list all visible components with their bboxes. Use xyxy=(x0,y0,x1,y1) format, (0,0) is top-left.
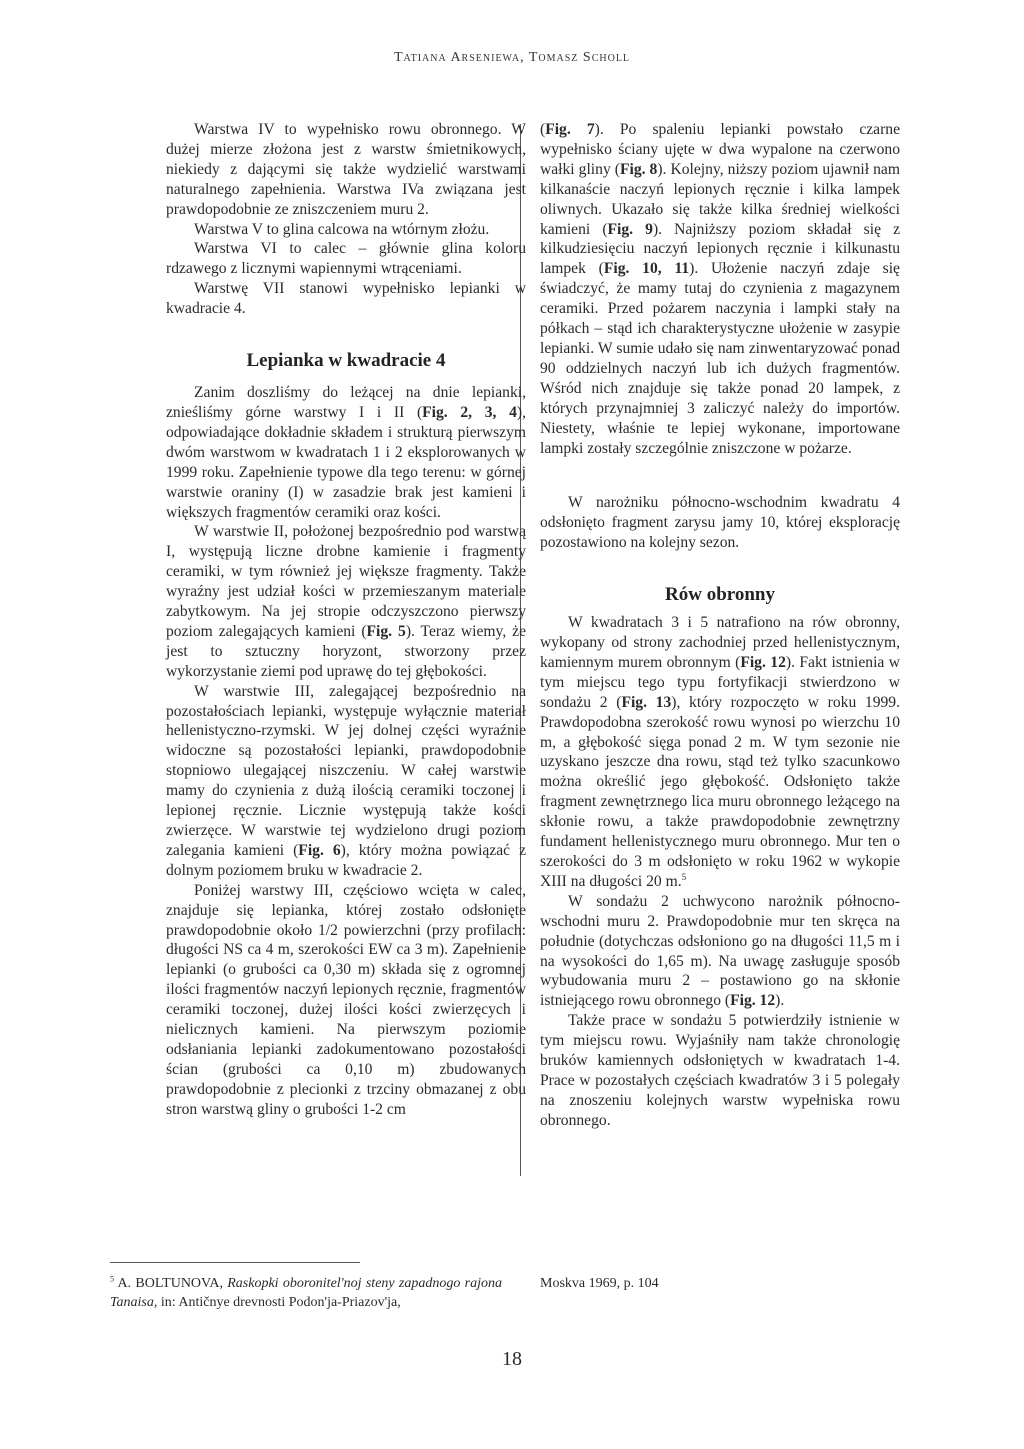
text: ). Fakt istnienia w tym miejscu tego typu fortyfikacji stwierdzono w sondażu 2 ( xyxy=(540,653,901,711)
figure-ref: Fig. 10, 11 xyxy=(603,260,690,278)
text: ). Kolejny, niższy poziom ujawnił nam kilkanaście naczyń lepionych ręcznie i kilka lampek oliwnych. Ukazało się także kilka średniej wielkości kamieni ( xyxy=(540,160,900,238)
text: ( xyxy=(540,121,546,138)
paragraph xyxy=(166,383,526,522)
text: ), odpowiadające dokładnie składem i strukturą pierwszym dwóm warstwom w kwadratach 1 i 2 eksplorowanych w 1999 roku. Zapełnienie typowe dla tego terenu: w górnej warstwie oraniny (I) w zasadzie brak jest kamieni i większych fragmentów ceramiki oraz kości. xyxy=(166,403,526,521)
text: ), który można powiązać z dolnym poziomem bruku w kwadracie 2. xyxy=(166,841,527,879)
figure-ref: Fig. 9 xyxy=(607,220,653,238)
paragraph: Warstwa IV to wypełnisko rowu obronnego. W dużej mierze złożona jest z warstw śmietnikowych, niekiedy z dającymi się także wydzielić warstwami naturalnego zapełnienia. Warstwa IVa związana jest prawdopodobnie ze zniszczeniem muru 2. xyxy=(166,121,526,218)
footnote-marker[interactable]: 5 xyxy=(681,871,687,882)
text: ). Teraz wiemy, że jest to sztuczny horyzont, stworzony przez wykorzystanie ziemi pod uprawę do tej głębokości. xyxy=(166,622,526,680)
figure-ref: Fig. 5 xyxy=(366,622,406,640)
footnote-continuation: Moskva 1969, p. 104 xyxy=(540,1276,659,1291)
figure-ref: Fig. 13 xyxy=(621,693,672,711)
figure-ref: Fig. 8 xyxy=(619,160,658,178)
paragraph: Warstwę VII stanowi wypełnisko lepianki w kwadracie 4. xyxy=(166,280,526,318)
section-heading: Lepianka w kwadracie 4 xyxy=(246,350,446,372)
footnote xyxy=(110,1274,502,1312)
text: W warstwie II, położonej bezpośrednio pod warstwą I, występują liczne drobne kamienie i fragmenty ceramiki, w tym również jej większe fragmenty. Także wyraźny jest udział kości w przemieszanym materiale zabytkowym. Na jej stropie odczyszczono pierwszy poziom zalegających kamieni ( xyxy=(166,523,526,640)
figure-ref: Fig. 2, 3, 4 xyxy=(422,403,517,421)
paragraph: Warstwa V to glina calcowa na wtórnym złożu. xyxy=(194,220,490,238)
paragraph xyxy=(540,892,900,1011)
right-column xyxy=(540,120,900,1131)
paragraph: Warstwa VI to calec – głównie glina koloru rdzawego z licznymi wapiennymi wtrąceniami. xyxy=(166,240,526,278)
figure-ref: Fig. 7 xyxy=(545,121,595,138)
text: ). Ułożenie naczyń zdaje się świadczyć, że mamy tutaj do czynienia z magazynem ceramiki. Przed pożarem naczynia i lampki stały na półkach – stąd ich charakterystyczne ułożenie w zasypie lepianki. W sumie udało się nam zinwentaryzować ponad 90 oddzielnych naczyń lub ich dużych fragmentów. Wśród nich znajduje się także ponad 20 lampek, z których przynajmniej 3 zaliczyć należy do importów. Niestety, właśnie te lepiej wykonane, importowane lampki zostały szczególnie zniszczone w pożarze. xyxy=(540,260,900,457)
paragraph xyxy=(540,120,900,458)
figure-ref: Fig. 12 xyxy=(730,992,776,1010)
spacer xyxy=(540,458,900,493)
text: W kwadratach 3 i 5 natrafiono na rów obronny, wykopany od strony zachodniej przed hellenistycznym, kamiennym murem obronnym ( xyxy=(540,614,900,671)
page-number: 18 xyxy=(502,1348,522,1370)
text: W warstwie III, zalegającej bezpośrednio na pozostałościach lepianki, występuje wyłącznie materiał hellenistyczno-rzymski. W jej dolnej części wyraźnie widoczne są pozostałości lepianki, prawdopodobnie stopniowo ulegającej niszczeniu. W całej warstwie mamy do czynienia z dużą ilością ceramiki toczonej i lepionej ręcznie. Licznie występują także kości zwierzęce. W warstwie tej wydzielono drugi poziom zalegania kamieni ( xyxy=(166,682,526,859)
section-heading: Rów obronny xyxy=(665,584,775,606)
footnote-number: 5 xyxy=(110,1274,114,1284)
figure-ref: Fig. 6 xyxy=(298,841,341,859)
footnote-title: Raskopki oboronitel'noj steny zapadnogo rajona Tanaisa, xyxy=(110,1276,502,1310)
text: ). Najniższy poziom składał się z kilkudziesięciu naczyń lepionych ręcznie i kilkunastu lampek ( xyxy=(540,220,901,278)
text: W sondażu 2 uchwycono narożnik północno-wschodni muru 2. Prawdopodobnie mur ten skręca na południe (dotychczas odsłoniono go na długości 11,5 m i na wysokości do 1,65 m). Na uwagę zasługuje sposób wybudowania muru 2 – postawiono go na skłonie istniejącego rowu obronnego ( xyxy=(540,892,900,1010)
footnote-rule xyxy=(110,1262,360,1263)
footnote-source: in: Antičnye drevnosti Podon'ja-Priazov'ja, xyxy=(160,1295,401,1310)
paragraph: W narożniku północno-wschodnim kwadratu 4 odsłonięto fragment zarysu jamy 10, której eksplorację pozostawiono na kolejny sezon. xyxy=(540,494,900,552)
text: ), który rozpoczęto w roku 1999. Prawdopodobna szerokość rowu wynosi po wierzchu 10 m, a głębokość sięga ponad 2 m. W tym sezonie nie uzyskano jeszcze dna rowu, stąd też tylko szacunkowo można określić jego głębokość. Odsłonięto także fragment zewnętrznego lica muru obronnego leżącego na skłonie rowu, a także prawdopodobnie zewnętrzny fundament hellenistycznego muru obronnego. Mur ten o szerokości do 3 m odsłonięto w roku 1962 w wykopie XIII na długości 20 m. xyxy=(540,693,901,890)
text: Zanim doszliśmy do leżącej na dnie lepianki, znieśliśmy górne warstwy I i II ( xyxy=(166,384,526,421)
running-head: Tatiana Arseniewa, Tomasz Scholl xyxy=(393,50,631,65)
paragraph xyxy=(166,682,526,881)
paragraph xyxy=(166,522,526,681)
text: ). xyxy=(775,992,785,1010)
paragraph xyxy=(540,613,900,892)
paragraph: Poniżej warstwy III, częściowo wcięta w calec, znajduje się lepianka, której zostało odsłonięte prawdopodobnie około 1/2 powierzchni (przy profilach: długości NS ca 4 m, szerokości EW ca 3 m). Zapełnienie lepianki (o grubości ca 0,30 m) składa się z ogromnej ilości fragmentów naczyń lepionych ręcznie, fragmentów ceramiki toczonej, dużej ilości kości zwierzęcych i nielicznych kamieni. Na pierwszym poziomie odsłaniania lepianki zadokumentowano pozostałości ścian (grubości ca 0,10 m) zbudowanych prawdopodobnie z plecionki z trzciny obmazanej z obu stron warstwą gliny o grubości 1-2 cm xyxy=(166,881,526,1118)
left-column xyxy=(166,120,526,1120)
footnote-author: A. BOLTUNOVA, xyxy=(117,1276,223,1291)
text: ). Po spaleniu lepianki powstało czarne wypełnisko ściany ujęte w dwa wypalone na czerwono wałki gliny ( xyxy=(540,121,900,178)
paragraph: Także prace w sondażu 5 potwierdziły istnienie w tym miejscu rowu. Wyjaśniły nam także chronologię bruków kamiennych odsłoniętych w kwadratach 1-4. Prace w pozostałych częściach kwadratów 3 i 5 polegały na znoszeniu kolejnych warstw wypełniska rowu obronnego. xyxy=(540,1012,900,1129)
figure-ref: Fig. 12 xyxy=(740,653,786,671)
